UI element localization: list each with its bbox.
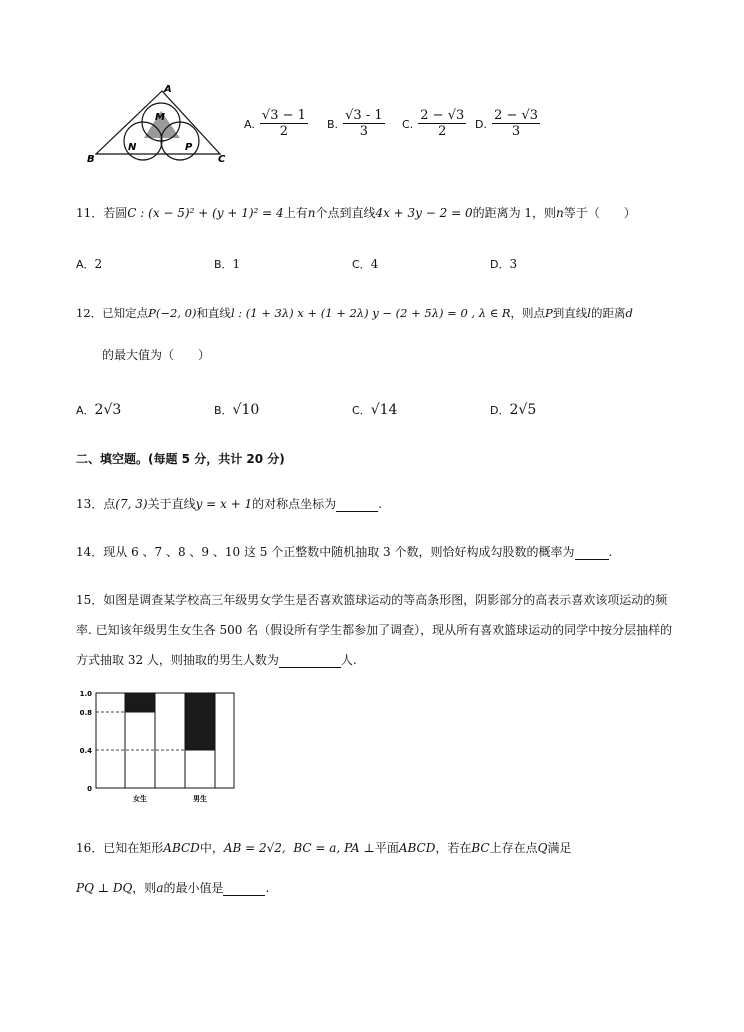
text: . xyxy=(378,497,382,511)
option-value: √14 xyxy=(370,402,398,418)
q12-option-b xyxy=(214,402,259,419)
question-12-line2: 的最大值为（ ） xyxy=(102,348,211,362)
bar-segment-light xyxy=(125,712,155,788)
x-tick-label: 女生 xyxy=(133,795,147,803)
option-label: C． xyxy=(352,404,371,417)
q12-option-a xyxy=(76,402,121,419)
q10-option-c xyxy=(402,108,466,139)
text: 上存在点 xyxy=(489,841,538,855)
option-label: C. xyxy=(402,118,414,131)
line-equation: y = x + 1 xyxy=(195,497,253,511)
fraction xyxy=(260,108,308,139)
bc-equation: BC = a, PA ⊥ xyxy=(293,841,375,855)
option-value: 4 xyxy=(370,257,379,271)
question-11 xyxy=(76,205,636,221)
label-A: A xyxy=(164,84,172,95)
fraction xyxy=(492,108,540,139)
question-number: 16． xyxy=(76,841,104,855)
option-value: 3 xyxy=(509,257,518,271)
text: 的最小值是 xyxy=(163,881,224,895)
text: 到直线 xyxy=(552,306,588,320)
answer-blank[interactable] xyxy=(279,655,341,668)
text: 等于（ ） xyxy=(563,206,636,220)
option-label: C． xyxy=(352,258,371,271)
variable-d: d xyxy=(625,306,633,320)
option-label: D． xyxy=(490,258,510,271)
q11-option-c xyxy=(352,256,378,273)
q10-option-a xyxy=(244,108,308,139)
line-equation: l : (1 + 3λ) x + (1 + 2λ) y − (2 + 5λ) = 0 , λ ∈ R xyxy=(230,306,511,320)
option-label: B． xyxy=(214,404,233,417)
option-value: √10 xyxy=(232,402,260,418)
option-value: 1 xyxy=(232,257,241,271)
answer-blank[interactable] xyxy=(223,883,265,896)
text: 若圆 xyxy=(103,206,128,220)
fraction xyxy=(418,108,466,139)
question-13 xyxy=(76,496,382,512)
text: ，若在 xyxy=(435,841,472,855)
text: . xyxy=(265,881,270,895)
question-15-line1: 15．如图是调查某学校高三年级男女学生是否喜欢篮球运动的等高条形图，阴影部分的高表示喜欢该项运动的频 xyxy=(76,593,668,607)
q12-option-c xyxy=(352,402,397,419)
point-P: P(−2, 0) xyxy=(148,306,197,320)
bar-segment-light xyxy=(185,750,215,788)
variable-a: a xyxy=(156,881,164,895)
numerator: 2 − √3 xyxy=(420,108,465,123)
question-number: 13． xyxy=(76,497,104,511)
q11-option-a xyxy=(76,256,102,273)
section-heading: 二、填空题。(每题 5 分，共计 20 分) xyxy=(76,452,285,466)
circle-equation: C : (x − 5)² + (y + 1)² = 4 xyxy=(127,206,284,220)
q10-option-d xyxy=(475,108,540,139)
y-tick-label: 0.8 xyxy=(79,709,92,717)
label-P: P xyxy=(185,142,193,153)
option-label: A. xyxy=(244,118,255,131)
option-label: A． xyxy=(76,258,95,271)
rectangle-name: ABCD xyxy=(163,841,200,855)
text: 和直线 xyxy=(196,306,231,320)
text: 已知在矩形 xyxy=(103,841,164,855)
text: 平面 xyxy=(374,841,399,855)
denominator: 2 xyxy=(438,124,447,139)
denominator: 2 xyxy=(279,124,289,139)
question-15-line3 xyxy=(76,652,357,668)
option-label: B． xyxy=(214,258,233,271)
question-14 xyxy=(76,544,612,560)
triangle-circles-figure xyxy=(84,84,234,164)
q11-option-b xyxy=(214,256,240,273)
segment-BC: BC xyxy=(471,841,490,855)
bar-chart xyxy=(68,688,238,806)
perp-condition: PQ ⊥ DQ xyxy=(76,881,133,895)
label-M: M xyxy=(155,112,165,123)
text: ，则 xyxy=(132,881,157,895)
question-16 xyxy=(76,840,571,856)
variable-n: n xyxy=(307,206,316,220)
y-tick-label: 0.4 xyxy=(79,747,92,755)
variable-P: P xyxy=(545,306,553,320)
text: ，则点 xyxy=(510,306,546,320)
text: 中， xyxy=(199,841,224,855)
question-12 xyxy=(76,305,633,321)
variable-n: n xyxy=(556,206,564,220)
option-value: 2√3 xyxy=(94,402,122,418)
numerator: √3 − 1 xyxy=(261,108,306,123)
option-value: 2 xyxy=(94,257,103,271)
text: 的对称点坐标为 xyxy=(252,497,337,511)
question-16-line2 xyxy=(76,880,269,896)
label-N: N xyxy=(128,142,137,153)
option-label: D． xyxy=(490,404,510,417)
fraction xyxy=(343,108,384,139)
text: . xyxy=(608,545,613,559)
answer-blank[interactable] xyxy=(336,499,378,512)
option-label: D. xyxy=(475,118,487,131)
option-value: 2√5 xyxy=(509,402,537,418)
bar-segment-dark xyxy=(125,693,155,712)
q11-option-d xyxy=(490,256,517,273)
ab-equation: AB = 2√2, xyxy=(223,841,286,855)
variable-l: l xyxy=(587,306,591,320)
bar-segment-dark xyxy=(185,693,215,750)
text: 14．现从 6 、7 、8 、9 、10 这 5 个正整数中随机抽取 3 个数，则恰好构成勾股数的概率为 xyxy=(76,545,575,559)
text: 个点到直线 xyxy=(315,206,376,220)
label-B: B xyxy=(87,154,95,164)
line-equation: 4x + 3y − 2 = 0 xyxy=(375,206,473,220)
numerator: √3 - 1 xyxy=(345,108,383,123)
numerator: 2 − √3 xyxy=(494,108,539,123)
question-15-line2: 率. 已知该年级男生女生各 500 名（假设所有学生都参加了调查），现从所有喜欢篮球运动的同学中按分层抽样的 xyxy=(76,623,673,637)
label-C: C xyxy=(218,154,226,164)
text: 人. xyxy=(340,653,357,667)
option-label: B. xyxy=(327,118,339,131)
text: 上有 xyxy=(283,206,308,220)
rectangle-name: ABCD xyxy=(398,841,436,855)
text: 的距离 xyxy=(590,306,626,320)
text: 点 xyxy=(103,497,116,511)
denominator: 3 xyxy=(359,124,369,139)
x-tick-label: 男生 xyxy=(193,795,207,803)
text: 的距离为 1，则 xyxy=(472,206,557,220)
denominator: 3 xyxy=(511,124,521,139)
y-tick-label: 0 xyxy=(87,785,92,793)
question-number: 11． xyxy=(76,206,104,220)
y-tick-label: 1.0 xyxy=(79,690,92,698)
question-number: 12． xyxy=(76,306,103,320)
q12-option-d xyxy=(490,402,536,419)
answer-blank[interactable] xyxy=(575,547,609,560)
text: 关于直线 xyxy=(147,497,196,511)
text: 满足 xyxy=(547,841,572,855)
text: 方式抽取 32 人，则抽取的男生人数为 xyxy=(76,653,279,667)
point: (7, 3) xyxy=(115,497,148,511)
option-label: A． xyxy=(76,404,95,417)
text: 已知定点 xyxy=(102,306,149,320)
q10-option-b xyxy=(327,108,385,139)
variable-Q: Q xyxy=(537,841,548,855)
